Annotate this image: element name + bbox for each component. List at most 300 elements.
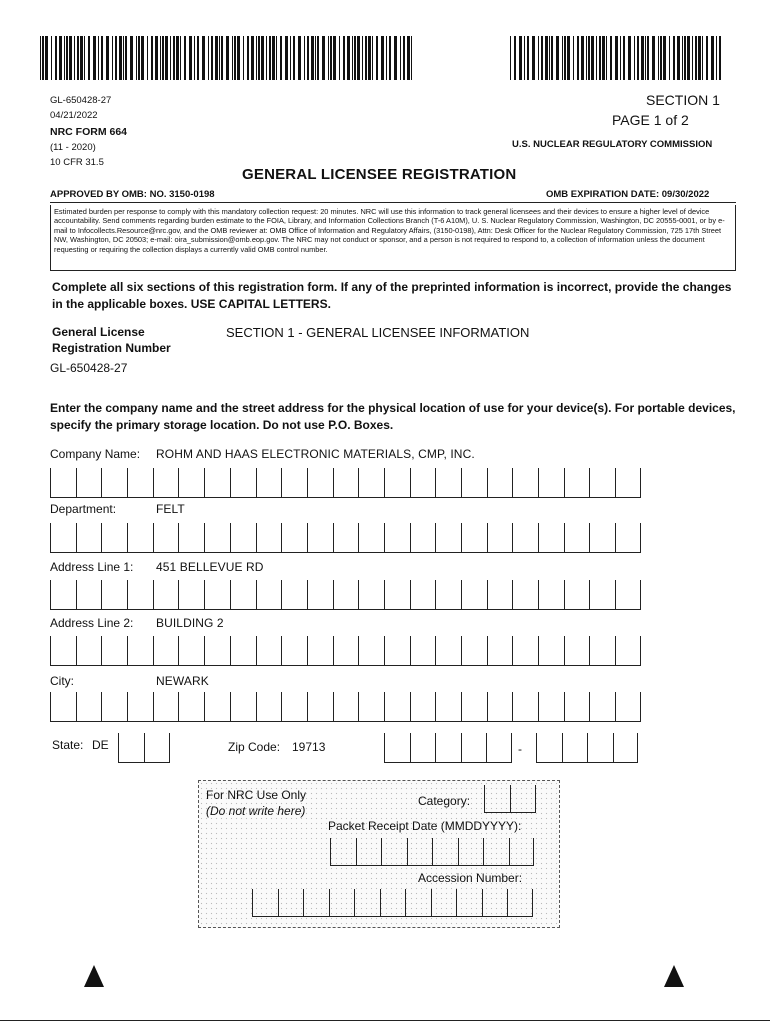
char-box[interactable] <box>330 838 356 866</box>
char-box[interactable] <box>435 733 461 763</box>
registration-label-1: General License <box>52 325 145 339</box>
char-box[interactable] <box>50 692 76 722</box>
char-box[interactable] <box>461 733 487 763</box>
barcode-bar <box>652 36 655 80</box>
char-box[interactable] <box>456 889 482 917</box>
char-box[interactable] <box>101 580 127 610</box>
address1-label: Address Line 1: <box>50 560 134 574</box>
barcode-bar <box>532 36 535 80</box>
char-box[interactable] <box>615 580 641 610</box>
char-box[interactable] <box>562 733 588 763</box>
barcode-bar <box>42 36 44 80</box>
char-box[interactable] <box>384 523 410 553</box>
barcode-bar <box>173 36 175 80</box>
barcode-bar <box>527 36 529 80</box>
barcode-bar <box>243 36 244 80</box>
barcode-bar <box>524 36 525 80</box>
char-box[interactable] <box>307 523 333 553</box>
char-box[interactable] <box>178 523 204 553</box>
char-box[interactable] <box>230 468 256 498</box>
barcode-bar <box>298 36 301 80</box>
char-box[interactable] <box>538 468 564 498</box>
char-box[interactable] <box>118 733 144 763</box>
char-box[interactable] <box>384 733 410 763</box>
char-box[interactable] <box>410 733 436 763</box>
barcode-bar <box>74 36 75 80</box>
barcode-bar <box>115 36 117 80</box>
barcode-bar <box>343 36 345 80</box>
barcode-bar <box>514 36 516 80</box>
barcode-bar <box>234 36 236 80</box>
company-label: Company Name: <box>50 447 141 461</box>
state-boxes[interactable] <box>118 733 170 763</box>
company-value: ROHM AND HAAS ELECTRONIC MATERIALS, CMP, INC. <box>156 447 475 461</box>
barcode-bar <box>538 36 539 80</box>
char-box[interactable] <box>178 692 204 722</box>
barcode-bar <box>162 36 164 80</box>
barcode-bar <box>59 36 62 80</box>
char-box[interactable] <box>564 636 590 666</box>
char-box[interactable] <box>587 733 613 763</box>
char-box[interactable] <box>101 636 127 666</box>
char-box[interactable] <box>384 636 410 666</box>
address1-value: 451 BELLEVUE RD <box>156 560 264 574</box>
form-date: 04/21/2022 <box>50 110 98 121</box>
barcode-bar <box>577 36 579 80</box>
barcode-bar <box>247 36 249 80</box>
char-box[interactable] <box>358 692 384 722</box>
char-box[interactable] <box>204 468 230 498</box>
barcode-bar <box>84 36 85 80</box>
barcode-bar <box>551 36 553 80</box>
company-boxes[interactable] <box>50 468 641 498</box>
address2-boxes[interactable] <box>50 636 641 666</box>
char-box[interactable] <box>484 785 510 813</box>
barcode-bar <box>293 36 295 80</box>
char-box[interactable] <box>507 889 533 917</box>
registration-mark-left-icon <box>84 965 104 987</box>
char-box[interactable] <box>538 580 564 610</box>
barcode-bar <box>347 36 350 80</box>
zip-dash: - <box>518 742 522 756</box>
section-label: SECTION 1 <box>646 92 720 108</box>
barcode-bar <box>80 36 83 80</box>
char-box[interactable] <box>281 692 307 722</box>
char-box[interactable] <box>256 636 282 666</box>
barcode-bar <box>573 36 574 80</box>
char-box[interactable] <box>278 889 304 917</box>
barcode-bar <box>606 36 607 80</box>
char-box[interactable] <box>564 468 590 498</box>
char-box[interactable] <box>435 580 461 610</box>
char-box[interactable] <box>615 636 641 666</box>
char-box[interactable] <box>512 692 538 722</box>
barcode-bar <box>386 36 387 80</box>
zip-boxes[interactable] <box>384 733 512 763</box>
barcode-bar <box>706 36 708 80</box>
barcode-bar <box>711 36 714 80</box>
barcode-bar <box>357 36 360 80</box>
barcode-bar <box>40 36 41 80</box>
barcode-bar <box>596 36 597 80</box>
char-box[interactable] <box>230 692 256 722</box>
char-box[interactable] <box>281 523 307 553</box>
barcode-bar <box>208 36 209 80</box>
char-box[interactable] <box>461 636 487 666</box>
char-box[interactable] <box>358 523 384 553</box>
department-label: Department: <box>50 502 117 516</box>
char-box[interactable] <box>381 838 407 866</box>
char-box[interactable] <box>303 889 329 917</box>
char-box[interactable] <box>204 523 230 553</box>
barcode-bar <box>237 36 240 80</box>
char-box[interactable] <box>101 692 127 722</box>
barcode-bar <box>541 36 543 80</box>
barcode-bar <box>155 36 158 80</box>
nrc-use-line1: For NRC Use Only <box>206 788 307 802</box>
char-box[interactable] <box>358 580 384 610</box>
barcode-bar <box>315 36 316 80</box>
char-box[interactable] <box>589 468 615 498</box>
burden-divider <box>50 202 736 203</box>
form-cfr: 10 CFR 31.5 <box>50 157 104 168</box>
form-revision: (11 - 2020) <box>50 142 96 153</box>
barcode-bar <box>280 36 282 80</box>
registration-number: GL-650428-27 <box>50 361 128 375</box>
barcode-bar <box>339 36 340 80</box>
barcode-bar <box>407 36 410 80</box>
char-box[interactable] <box>435 468 461 498</box>
char-box[interactable] <box>461 468 487 498</box>
barcode-bar <box>692 36 693 80</box>
barcode-bar <box>112 36 113 80</box>
barcode-right <box>510 36 722 80</box>
char-box[interactable] <box>281 580 307 610</box>
char-box[interactable] <box>127 636 153 666</box>
barcode-bar <box>290 36 291 80</box>
char-box[interactable] <box>538 636 564 666</box>
char-box[interactable] <box>538 523 564 553</box>
barcode-bar <box>610 36 612 80</box>
barcode-bar <box>510 36 511 80</box>
char-box[interactable] <box>410 636 436 666</box>
barcode-bar <box>602 36 605 80</box>
char-box[interactable] <box>178 636 204 666</box>
barcode-bar <box>381 36 384 80</box>
barcode-bar <box>330 36 332 80</box>
char-box[interactable] <box>101 523 127 553</box>
barcode-bar <box>702 36 703 80</box>
char-box[interactable] <box>307 468 333 498</box>
char-box[interactable] <box>613 733 639 763</box>
char-box[interactable] <box>127 468 153 498</box>
char-box[interactable] <box>512 523 538 553</box>
city-boxes[interactable] <box>50 692 641 722</box>
barcode-bar <box>549 36 550 80</box>
barcode-bar <box>394 36 397 80</box>
char-box[interactable] <box>358 468 384 498</box>
char-box[interactable] <box>358 636 384 666</box>
char-box[interactable] <box>144 733 170 763</box>
barcode-bar <box>130 36 133 80</box>
barcode-bar <box>362 36 363 80</box>
char-box[interactable] <box>512 636 538 666</box>
barcode-bar <box>411 36 412 80</box>
barcode-bar <box>669 36 670 80</box>
char-box[interactable] <box>564 523 590 553</box>
barcode-bar <box>400 36 401 80</box>
char-box[interactable] <box>333 580 359 610</box>
char-box[interactable] <box>483 838 509 866</box>
char-box[interactable] <box>461 523 487 553</box>
char-box[interactable] <box>76 692 102 722</box>
barcode-bar <box>328 36 329 80</box>
barcode-bar <box>269 36 271 80</box>
barcode-bar <box>151 36 153 80</box>
char-box[interactable] <box>487 523 513 553</box>
barcode-bar <box>215 36 218 80</box>
nrc-use-line2: (Do not write here) <box>206 804 306 818</box>
char-box[interactable] <box>153 580 179 610</box>
state-value: DE <box>92 738 109 752</box>
char-box[interactable] <box>153 692 179 722</box>
page-title: GENERAL LICENSEE REGISTRATION <box>242 166 517 183</box>
char-box[interactable] <box>307 692 333 722</box>
barcode-bar <box>695 36 697 80</box>
char-box[interactable] <box>410 468 436 498</box>
agency-name: U.S. NUCLEAR REGULATORY COMMISSION <box>512 139 713 150</box>
char-box[interactable] <box>461 692 487 722</box>
barcode-bar <box>658 36 659 80</box>
char-box[interactable] <box>307 636 333 666</box>
char-box[interactable] <box>333 523 359 553</box>
char-box[interactable] <box>127 523 153 553</box>
barcode-bar <box>620 36 621 80</box>
char-box[interactable] <box>435 636 461 666</box>
char-box[interactable] <box>356 838 382 866</box>
barcode-bar <box>615 36 618 80</box>
char-box[interactable] <box>230 523 256 553</box>
barcode-bar <box>389 36 391 80</box>
char-box[interactable] <box>410 580 436 610</box>
char-box[interactable] <box>432 838 458 866</box>
barcode-bar <box>304 36 305 80</box>
char-box[interactable] <box>589 692 615 722</box>
section-heading: SECTION 1 - GENERAL LICENSEE INFORMATION <box>226 325 530 340</box>
char-box[interactable] <box>407 838 433 866</box>
char-box[interactable] <box>482 889 508 917</box>
barcode-bar <box>716 36 717 80</box>
char-box[interactable] <box>307 580 333 610</box>
barcode-bar <box>687 36 690 80</box>
char-box[interactable] <box>329 889 355 917</box>
char-box[interactable] <box>127 580 153 610</box>
char-box[interactable] <box>333 636 359 666</box>
barcode-bar <box>256 36 257 80</box>
char-box[interactable] <box>230 636 256 666</box>
barcode-bar <box>682 36 683 80</box>
char-box[interactable] <box>153 468 179 498</box>
barcode-bar <box>545 36 548 80</box>
zip4-boxes[interactable] <box>536 733 638 763</box>
char-box[interactable] <box>281 636 307 666</box>
char-box[interactable] <box>538 692 564 722</box>
zip-label: Zip Code: <box>228 740 281 754</box>
barcode-bar <box>251 36 254 80</box>
barcode-bar <box>637 36 639 80</box>
barcode-bar <box>645 36 646 80</box>
barcode-bar <box>307 36 309 80</box>
barcode-bar <box>641 36 644 80</box>
barcode-bar <box>581 36 584 80</box>
char-box[interactable] <box>76 523 102 553</box>
char-box[interactable] <box>487 692 513 722</box>
barcode-bar <box>98 36 99 80</box>
barcode-bar <box>221 36 223 80</box>
barcode-bar <box>226 36 229 80</box>
char-box[interactable] <box>50 468 76 498</box>
char-box[interactable] <box>384 468 410 498</box>
char-box[interactable] <box>178 468 204 498</box>
barcode-bar <box>272 36 275 80</box>
char-box[interactable] <box>281 468 307 498</box>
barcode-bar <box>368 36 371 80</box>
barcode-bar <box>147 36 148 80</box>
page-bottom-rule <box>0 1020 770 1021</box>
barcode-bar <box>623 36 625 80</box>
barcode-bar <box>165 36 168 80</box>
char-box[interactable] <box>487 468 513 498</box>
char-box[interactable] <box>487 636 513 666</box>
address2-value: BUILDING 2 <box>156 616 224 630</box>
char-box[interactable] <box>76 468 102 498</box>
nrc-category-label: Category: <box>418 794 471 808</box>
barcode-bar <box>184 36 186 80</box>
barcode-bar <box>311 36 314 80</box>
barcode-bar <box>333 36 336 80</box>
state-label: State: <box>52 738 84 752</box>
registration-label-2: Registration Number <box>52 341 171 355</box>
page-label: PAGE 1 of 2 <box>612 112 689 128</box>
char-box[interactable] <box>384 692 410 722</box>
char-box[interactable] <box>76 580 102 610</box>
barcode-bar <box>125 36 127 80</box>
barcode-bar <box>219 36 220 80</box>
registration-mark-right-icon <box>664 965 684 987</box>
char-box[interactable] <box>589 636 615 666</box>
char-box[interactable] <box>564 692 590 722</box>
barcode-bar <box>354 36 356 80</box>
barcode-bar <box>66 36 68 80</box>
char-box[interactable] <box>509 838 535 866</box>
barcode-bar <box>628 36 631 80</box>
char-box[interactable] <box>178 580 204 610</box>
char-box[interactable] <box>256 692 282 722</box>
char-box[interactable] <box>384 580 410 610</box>
char-box[interactable] <box>256 523 282 553</box>
barcode-bar <box>69 36 72 80</box>
omb-expiration: OMB EXPIRATION DATE: 09/30/2022 <box>546 189 710 200</box>
char-box[interactable] <box>204 580 230 610</box>
char-box[interactable] <box>204 692 230 722</box>
char-box[interactable] <box>461 580 487 610</box>
barcode-bar <box>211 36 213 80</box>
char-box[interactable] <box>589 580 615 610</box>
nrc-packet-date-label: Packet Receipt Date (MMDDYYYY): <box>328 819 522 833</box>
char-box[interactable] <box>431 889 457 917</box>
char-box[interactable] <box>127 692 153 722</box>
char-box[interactable] <box>256 468 282 498</box>
department-boxes[interactable] <box>50 523 641 553</box>
char-box[interactable] <box>230 580 256 610</box>
char-box[interactable] <box>333 692 359 722</box>
city-value: NEWARK <box>156 674 209 688</box>
barcode-bar <box>194 36 195 80</box>
barcode-bar <box>266 36 267 80</box>
char-box[interactable] <box>510 785 536 813</box>
barcode-bar <box>189 36 192 80</box>
char-box[interactable] <box>410 692 436 722</box>
char-box[interactable] <box>252 889 278 917</box>
burden-statement: Estimated burden per response to comply with this mandatory collection request: 20 minutes. NRC will use this information to track general licensees and their devices to ensure a higher level of device accountability. Send comments regarding burden estimate to the FOIA, Library, and Information Collections Branch (T-6 A10M), U. S. Nuclear Regulatory Commission, Washington, DC 20555-0001, or by e-mail to Infocollects.Resource@nrc.gov, and the OMB reviewer at: OMB Office of Information and Regulatory Affairs, (3150-0198), Attn: Desk Officer for the Nuclear Regulatory Commission, 725 17th Street NW, Washington, DC 20503; e-mail: oira_submission@omb.eop.gov. The NRC may not conduct or sponsor, and a person is not required to respond to, a collection of information unless the document requesting or requiring the collection displays a currently valid OMB control number. <box>50 205 736 271</box>
char-box[interactable] <box>435 692 461 722</box>
char-box[interactable] <box>50 636 76 666</box>
char-box[interactable] <box>410 523 436 553</box>
char-box[interactable] <box>435 523 461 553</box>
barcode-bar <box>403 36 405 80</box>
char-box[interactable] <box>354 889 380 917</box>
barcode-bar <box>119 36 122 80</box>
address1-boxes[interactable] <box>50 580 641 610</box>
char-box[interactable] <box>615 468 641 498</box>
barcode-bar <box>719 36 721 80</box>
barcode-bar <box>160 36 161 80</box>
char-box[interactable] <box>458 838 484 866</box>
barcode-bar <box>372 36 373 80</box>
char-box[interactable] <box>615 523 641 553</box>
char-box[interactable] <box>487 580 513 610</box>
instructions-complete: Complete all six sections of this registration form. If any of the preprinted information is incorrect, provide the changes in the applicable boxes. USE CAPITAL LETTERS. <box>52 280 732 311</box>
char-box[interactable] <box>564 580 590 610</box>
char-box[interactable] <box>486 733 512 763</box>
barcode-bar <box>141 36 144 80</box>
char-box[interactable] <box>50 523 76 553</box>
char-box[interactable] <box>512 468 538 498</box>
char-box[interactable] <box>76 636 102 666</box>
barcode-bar <box>276 36 277 80</box>
char-box[interactable] <box>589 523 615 553</box>
barcode-bar <box>101 36 103 80</box>
char-box[interactable] <box>50 580 76 610</box>
char-box[interactable] <box>512 580 538 610</box>
char-box[interactable] <box>153 523 179 553</box>
char-box[interactable] <box>153 636 179 666</box>
char-box[interactable] <box>405 889 431 917</box>
char-box[interactable] <box>380 889 406 917</box>
barcode-bar <box>647 36 649 80</box>
barcode-bar <box>258 36 260 80</box>
address2-label: Address Line 2: <box>50 616 134 630</box>
char-box[interactable] <box>333 468 359 498</box>
char-box[interactable] <box>101 468 127 498</box>
omb-approval: APPROVED BY OMB: NO. 3150-0198 <box>50 189 215 200</box>
barcode-bar <box>88 36 90 80</box>
char-box[interactable] <box>256 580 282 610</box>
char-box[interactable] <box>536 733 562 763</box>
char-box[interactable] <box>204 636 230 666</box>
barcode-bar <box>285 36 288 80</box>
char-box[interactable] <box>615 692 641 722</box>
